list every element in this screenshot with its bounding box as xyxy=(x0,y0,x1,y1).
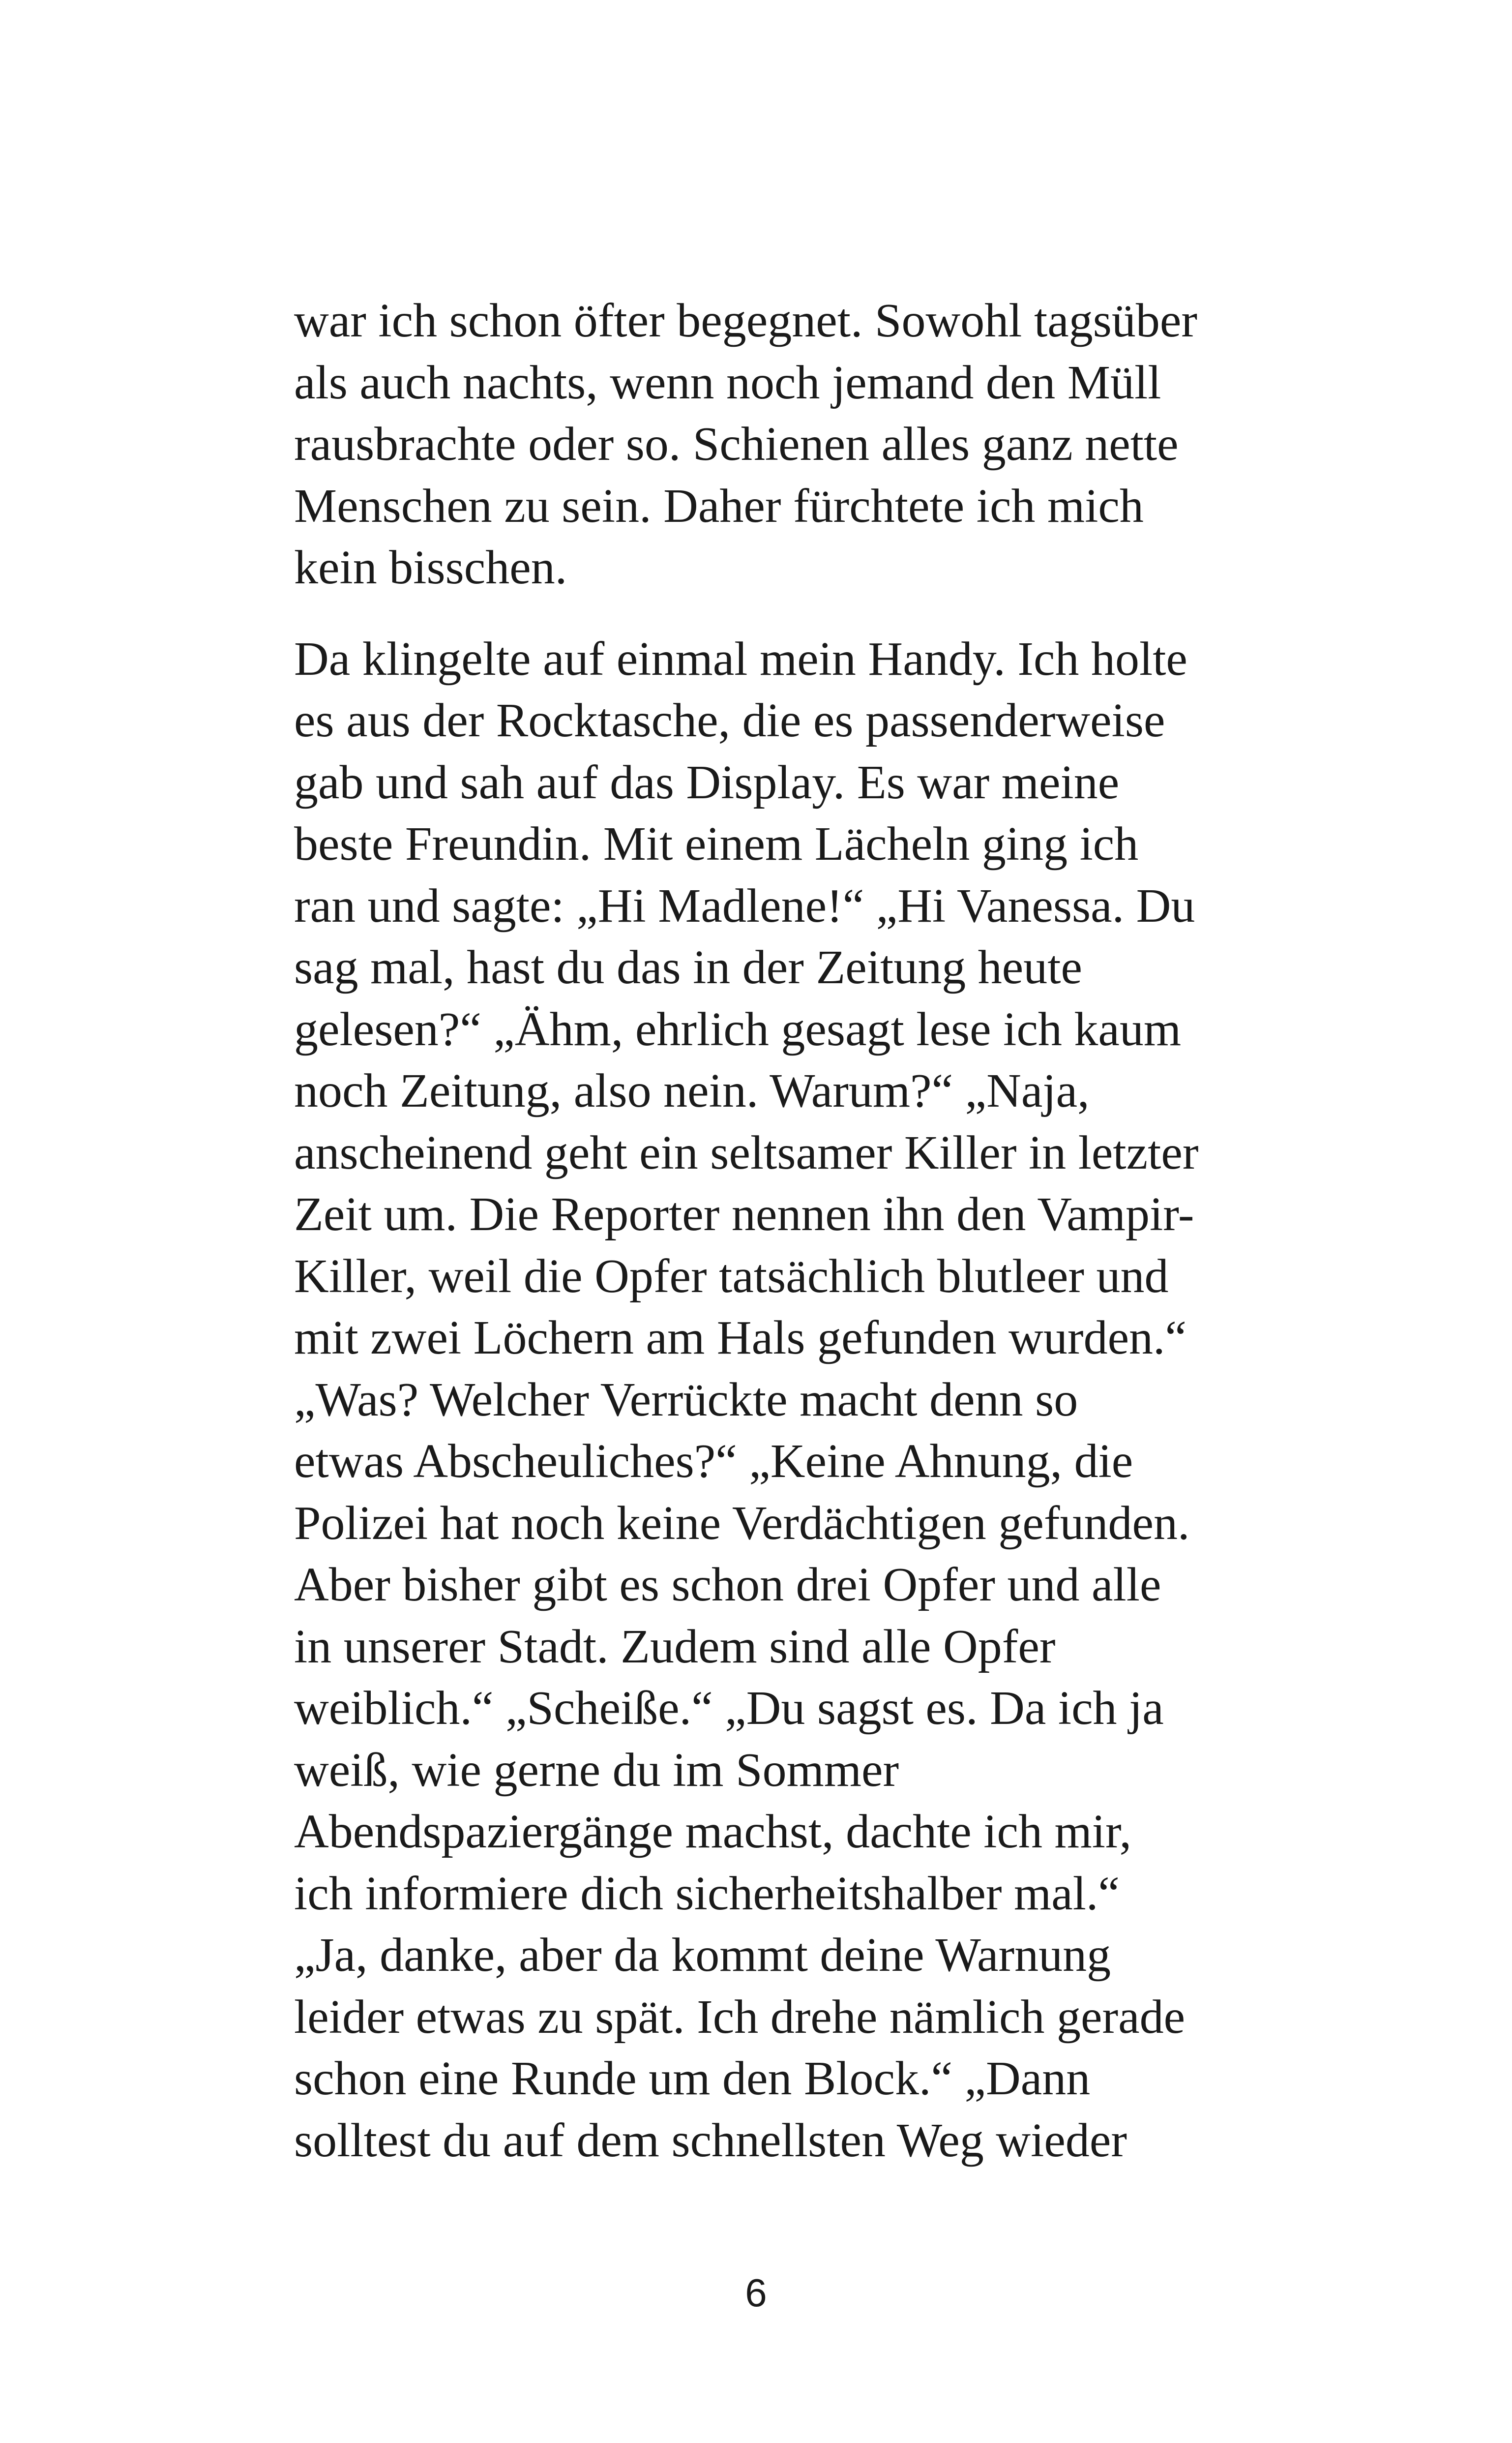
text-line: war ich schon öfter begegnet. Sowohl tagsüber xyxy=(294,294,1197,347)
paragraph-2 xyxy=(294,629,1268,2172)
text-line: leider etwas zu spät. Ich drehe nämlich gerade xyxy=(294,1990,1186,2044)
text-line: weiblich.“ „Scheiße.“ „Du sagst es. Da ich ja xyxy=(294,1682,1164,1735)
text-line: Menschen zu sein. Daher fürchtete ich mich xyxy=(294,479,1144,533)
text-line: Aber bisher gibt es schon drei Opfer und alle xyxy=(294,1558,1161,1611)
text-line: noch Zeitung, also nein. Warum?“ „Naja, xyxy=(294,1064,1090,1117)
body-text xyxy=(294,290,1268,2172)
text-line: in unserer Stadt. Zudem sind alle Opfer xyxy=(294,1620,1056,1673)
text-line: anscheinend geht ein seltsamer Killer in letzter xyxy=(294,1126,1199,1179)
text-line: etwas Abscheuliches?“ „Keine Ahnung, die xyxy=(294,1435,1133,1488)
text-line: ich informiere dich sicherheitshalber mal.“ xyxy=(294,1867,1120,1920)
text-line: kein bisschen. xyxy=(294,541,567,594)
text-line: weiß, wie gerne du im Sommer xyxy=(294,1743,899,1797)
text-line: ran und sagte: „Hi Madlene!“ „Hi Vanessa. Du xyxy=(294,879,1195,933)
text-line: mit zwei Löchern am Hals gefunden wurden.“ xyxy=(294,1311,1187,1364)
text-line: Da klingelte auf einmal mein Handy. Ich holte xyxy=(294,632,1187,686)
text-line: beste Freundin. Mit einem Lächeln ging ich xyxy=(294,817,1139,871)
text-line: gab und sah auf das Display. Es war meine xyxy=(294,755,1120,809)
text-line: „Was? Welcher Verrückte macht denn so xyxy=(294,1373,1078,1426)
paragraph-1 xyxy=(294,290,1268,599)
text-line: Polizei hat noch keine Verdächtigen gefunden. xyxy=(294,1496,1190,1550)
text-line: sag mal, hast du das in der Zeitung heute xyxy=(294,941,1082,994)
text-line: rausbrachte oder so. Schienen alles ganz nette xyxy=(294,418,1179,471)
text-line: Zeit um. Die Reporter nennen ihn den Vampir- xyxy=(294,1188,1194,1241)
page-number: 6 xyxy=(745,2271,767,2315)
text-line: als auch nachts, wenn noch jemand den Müll xyxy=(294,356,1161,409)
text-line: „Ja, danke, aber da kommt deine Warnung xyxy=(294,1929,1111,1982)
text-line: Abendspaziergänge machst, dachte ich mir, xyxy=(294,1805,1132,1858)
text-line: Killer, weil die Opfer tatsächlich blutleer und xyxy=(294,1249,1169,1303)
text-line: schon eine Runde um den Block.“ „Dann xyxy=(294,2052,1091,2105)
text-line: es aus der Rocktasche, die es passenderweise xyxy=(294,694,1165,747)
text-line: solltest du auf dem schnellsten Weg wieder xyxy=(294,2113,1127,2167)
text-line: gelesen?“ „Ähm, ehrlich gesagt lese ich kaum xyxy=(294,1002,1182,1056)
